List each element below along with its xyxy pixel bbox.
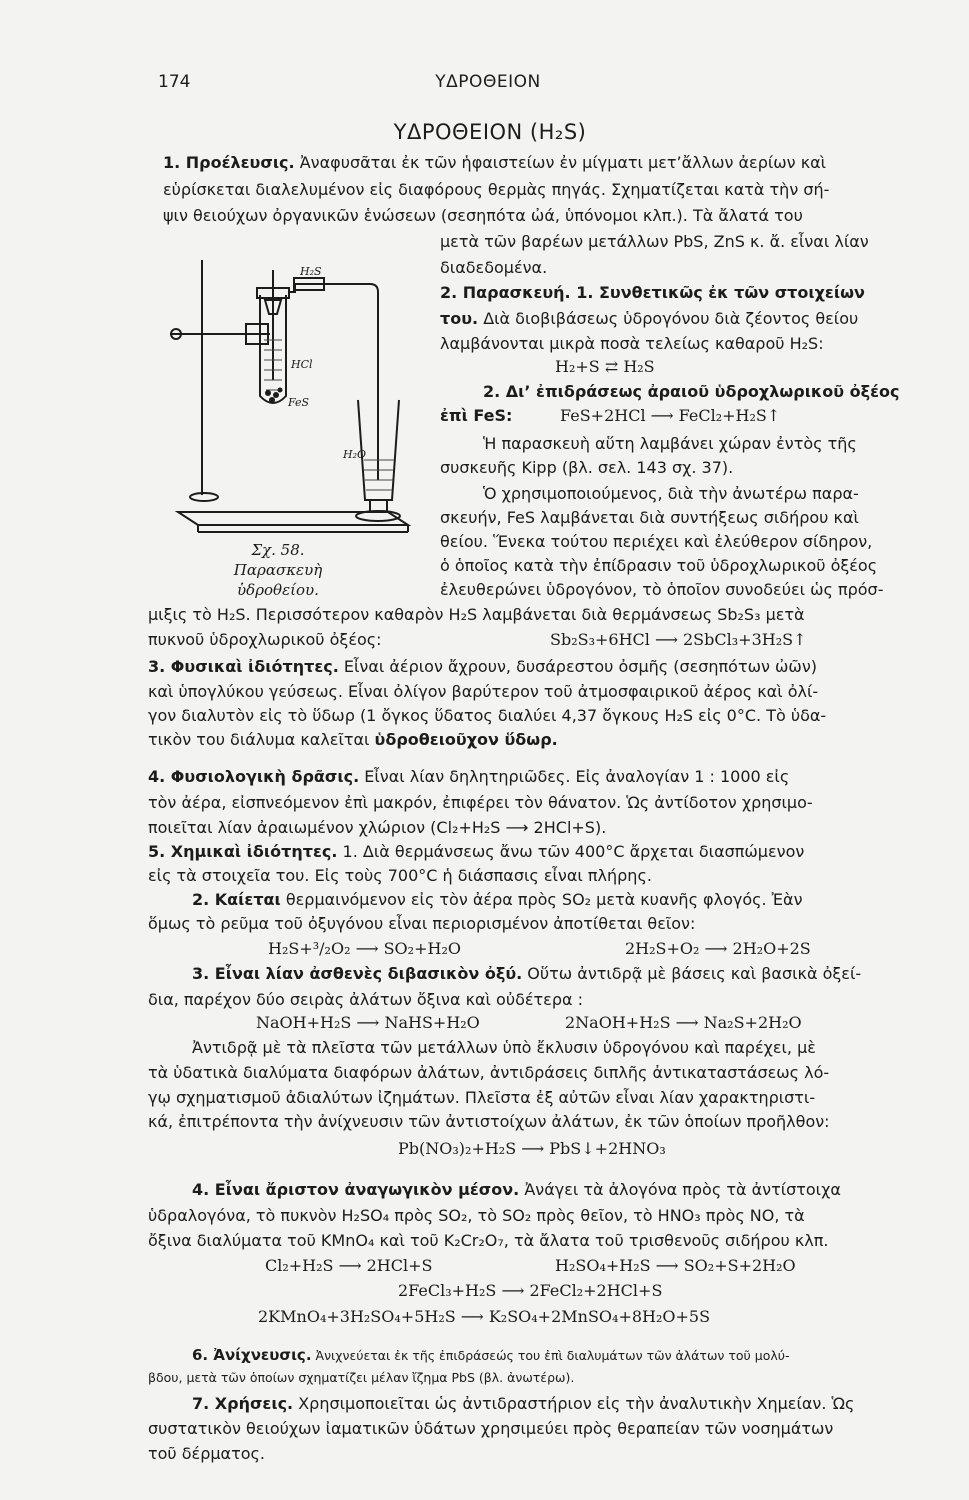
equation: 2FeCl₃+H₂S ⟶ 2FeCl₂+2HCl+S	[398, 1281, 663, 1300]
text-line: εὑρίσκεται διαλελυμένον εἰς διαφόρους θερμὰς πηγάς. Σχηματίζεται κατὰ τὴν σή-	[163, 180, 830, 199]
line-text: Εἶναι ἀέριον ἄχρουν, δυσάρεστου ὀσμῆς (σεσηπότων ὠῶν)	[343, 657, 817, 676]
text-line: ὁ ὁποῖος κατὰ τὴν ἐπίδρασιν τοῦ ὑδροχλωρικοῦ ὀξέος	[440, 556, 878, 575]
line-text: 1. Διὰ θερμάνσεως ἄνω τῶν 400°C ἄρχεται διασπώμενον	[342, 842, 805, 861]
equation: H₂+S ⇄ H₂S	[555, 357, 655, 376]
heading-fragment: 4. Εἶναι ἄριστον ἀναγωγικὸν μέσον.	[192, 1180, 520, 1199]
text-line: διαδεδομένα.	[440, 258, 548, 277]
line-text: Ἀνιχνεύεται ἐκ τῆς ἐπιδράσεώς του ἐπὶ διαλυμάτων τῶν ἀλάτων τοῦ μολύ-	[315, 1348, 790, 1363]
text-line: ποιεῖται λίαν ἀραιωμένον χλώριον (Cl₂+H₂S ⟶ 2HCl+S).	[148, 818, 607, 837]
text-line: τὸν ἀέρα, εἰσπνεόμενον ἐπὶ μακρόν, ἐπιφέρει τὸν θάνατον. Ὡς ἀντίδοτον χρησιμο-	[148, 793, 813, 812]
text-line	[192, 1180, 841, 1200]
text-line: ἐλευθερώνει ὑδρογόνον, τὸ ὁποῖον συνοδεύει ὡς πρόσ-	[440, 580, 884, 599]
label-hcl: HCl	[291, 358, 313, 371]
line-text: Διὰ διοβιβάσεως ὑδρογόνου διὰ ζέοντος θείου	[483, 309, 859, 328]
label-h2s: H₂S	[300, 265, 322, 278]
equation: 2NaOH+H₂S ⟶ Na₂S+2H₂O	[565, 1013, 802, 1032]
text-line: συσκευῆς Kipp (βλ. σελ. 143 σχ. 37).	[440, 458, 734, 477]
text-line: Ἀντιδρᾷ μὲ τὰ πλεῖστα τῶν μετάλλων ὑπὸ ἔκλυσιν ὑδρογόνου καὶ παρέχει, μὲ	[192, 1038, 816, 1057]
equation: 2KMnO₄+3H₂SO₄+5H₂S ⟶ K₂SO₄+2MnSO₄+8H₂O+5S	[258, 1307, 711, 1326]
figure-caption	[218, 540, 338, 600]
text-line: δια, παρέχον δύο σειρὰς ἀλάτων ὄξινα καὶ οὐδέτερα :	[148, 990, 583, 1009]
text-line	[163, 153, 826, 173]
section-heading: 2. Παρασκευή. 1. Συνθετικῶς ἐκ τῶν στοιχείων	[440, 283, 865, 302]
page-header	[158, 72, 818, 96]
text-line: πυκνοῦ ὑδροχλωρικοῦ ὀξέος:	[148, 630, 382, 649]
text-line	[192, 964, 861, 984]
line-text: Ἀναφυσᾶται ἐκ τῶν ἡφαιστείων ἐν μίγματι μετ’ἄλλων ἀερίων καὶ	[299, 153, 827, 172]
label-h2o: H₂O	[343, 448, 367, 461]
text-line: ὅμως τὸ ρεῦμα τοῦ ὀξυγόνου εἶναι περιορισμένον ἀποτίθεται θεῖον:	[148, 914, 696, 933]
text-line	[440, 406, 512, 426]
page-number: 174	[158, 72, 191, 92]
line-text: Ἀνάγει τὰ ἀλογόνα πρὸς τὰ ἀντίστοιχα	[524, 1180, 841, 1199]
caption-line: ὑδροθείου.	[237, 581, 319, 599]
heading-fragment: 3. Εἶναι λίαν ἀσθενὲς διβασικὸν ὀξύ.	[192, 964, 523, 983]
section-heading: 3. Φυσικαὶ ἰδιότητες.	[148, 657, 339, 676]
text-line: καὶ ὑπογλύκου γεύσεως. Εἶναι ὀλίγον βαρύτερον τοῦ ἀτμοσφαιρικοῦ ἀέρος καὶ ὀλί-	[148, 682, 819, 701]
section-title: ΥΔΡΟΘΕΙΟΝ (H₂S)	[393, 120, 587, 144]
text-line: τὰ ὑδατικὰ διαλύματα διαφόρων ἀλάτων, ἀντιδράσεις διπλῆς ἀντικαταστάσεως λό-	[148, 1063, 830, 1082]
section-heading: 2. Δι’ ἐπιδράσεως ἀραιοῦ ὑδροχλωρικοῦ ὀξέος	[483, 382, 900, 401]
line-text: Οὕτω ἀντιδρᾷ μὲ βάσεις καὶ βασικὰ ὀξεί-	[527, 964, 862, 983]
section-heading: 5. Χημικαὶ ἰδιότητες.	[148, 842, 338, 861]
text-line: ὄξινα διαλύματα τοῦ KMnO₄ καὶ τοῦ K₂Cr₂O₇, τὰ ἄλατα τοῦ τρισθενοῦς σιδήρου κλπ.	[148, 1231, 829, 1250]
text-line: κά, ἐπιτρέποντα τὴν ἀνίχνευσιν τῶν ἀντιστοίχων ἀλάτων, ἐκ τῶν ὁποίων προῆλθον:	[148, 1112, 830, 1131]
heading-fragment: 2. Καίεται	[192, 890, 281, 909]
line-text: θερμαινόμενον εἰς τὸν ἀέρα πρὸς SO₂ μετὰ κυανῆς φλογός. Ἐὰν	[285, 890, 803, 909]
text-line: εἰς τὰ στοιχεῖα του. Εἰς τοὺς 700°C ἡ διάσπασις εἶναι πλήρης.	[148, 866, 652, 885]
text-line: συστατικὸν θειούχων ἰαματικῶν ὑδάτων χρησιμεύει πρὸς θεραπείαν τῶν νοσημάτων	[148, 1419, 834, 1438]
text-line	[192, 890, 803, 910]
equation: Cl₂+H₂S ⟶ 2HCl+S	[265, 1256, 433, 1275]
equation: NaOH+H₂S ⟶ NaHS+H₂O	[256, 1013, 480, 1032]
apparatus-figure	[160, 250, 440, 590]
line-text: τικὸν του διάλυμα καλεῖται	[148, 730, 370, 749]
equation: H₂S+³/₂O₂ ⟶ SO₂+H₂O	[268, 939, 461, 958]
text-line: λαμβάνονται μικρὰ ποσὰ τελείως καθαροῦ H₂S:	[440, 334, 824, 353]
text-line: Ὁ χρησιμοποιούμενος, διὰ τὴν ἀνωτέρω παρα-	[483, 484, 859, 503]
table-base	[178, 512, 408, 525]
text-line: θείου. Ἕνεκα τούτου περιέχει καὶ ἐλεύθερον σίδηρον,	[440, 532, 873, 551]
line-text: Χρησιμοποιεῖται ὡς ἀντιδραστήριον εἰς τὴν ἀναλυτικὴν Χημείαν. Ὡς	[298, 1394, 855, 1413]
running-title: ΥΔΡΟΘΕΙΟΝ	[435, 72, 541, 92]
equation: FeS+2HCl ⟶ FeCl₂+H₂S↑	[560, 406, 781, 425]
text-line: μετὰ τῶν βαρέων μετάλλων PbS, ZnS κ. ἄ. εἶναι λίαν	[440, 232, 869, 251]
text-line	[148, 767, 789, 787]
equation: 2H₂S+O₂ ⟶ 2H₂O+2S	[625, 939, 811, 958]
section-heading: 7. Χρήσεις.	[192, 1394, 294, 1413]
label-fes: FeS	[288, 396, 310, 409]
text-line	[148, 657, 817, 677]
line-text: Εἶναι λίαν δηλητηριῶδες. Εἰς ἀναλογίαν 1 : 1000 εἰς	[364, 767, 790, 786]
equation: H₂SO₄+H₂S ⟶ SO₂+S+2H₂O	[555, 1256, 796, 1275]
text-line	[148, 730, 558, 750]
text-line: ὑδραλογόνα, τὸ πυκνὸν H₂SO₄ πρὸς SO₂, τὸ SO₂ πρὸς θεῖον, τὸ HNO₃ πρὸς NO, τὰ	[148, 1206, 805, 1225]
text-line: μιξις τὸ H₂S. Περισσότερον καθαρὸν H₂S λαμβάνεται διὰ θερμάνσεως Sb₂S₃ μετὰ	[148, 605, 805, 624]
term-bold: ὑδροθειοῦχον ὕδωρ.	[374, 730, 558, 749]
text-line: σκευήν, FeS λαμβάνεται διὰ συντήξεως σιδήρου καὶ	[440, 508, 859, 527]
text-line	[148, 842, 804, 862]
caption-line: Σχ. 58. Παρασκευὴ	[233, 541, 323, 579]
text-line	[192, 1345, 790, 1366]
kipp-apparatus-drawing	[160, 250, 440, 590]
stand-base	[190, 493, 218, 501]
section-heading: 6. Ἀνίχνευσις.	[192, 1346, 312, 1364]
equation: Pb(NO₃)₂+H₂S ⟶ PbS↓+2HNO₃	[398, 1139, 666, 1158]
text-line: βδου, μετὰ τῶν ὁποίων σχηματίζει μέλαν ἴζημα PbS (βλ. ἀνωτέρω).	[148, 1370, 575, 1385]
equation: Sb₂S₃+6HCl ⟶ 2SbCl₃+3H₂S↑	[550, 630, 807, 649]
text-line	[440, 309, 858, 329]
heading-fragment: ἐπὶ FeS:	[440, 406, 513, 425]
text-line	[192, 1394, 854, 1414]
text-line: Ἡ παρασκευὴ αὕτη λαμβάνει χώραν ἐντὸς τῆς	[483, 434, 857, 453]
section-heading: 4. Φυσιολογικὴ δρᾶσις.	[148, 767, 360, 786]
text-line: τοῦ δέρματος.	[148, 1444, 265, 1463]
heading-fragment: του.	[440, 309, 479, 328]
section-heading: 1. Προέλευσις.	[163, 153, 295, 172]
text-line: γον διαλυτὸν εἰς τὸ ὕδωρ (1 ὄγκος ὕδατος διαλύει 4,37 ὄγκους H₂S εἰς 0°C. Τὸ ὑδα-	[148, 706, 827, 725]
text-line: ψιν θειούχων ὀργανικῶν ἑνώσεων (σεσηπότα ὠά, ὑπόνομοι κλπ.). Τὰ ἄλατά του	[163, 206, 803, 225]
text-line: γῳ σχηματισμοῦ ἀδιαλύτων ἰζημάτων. Πλεῖστα ἐξ αὐτῶν εἶναι λίαν χαρακτηριστι-	[148, 1088, 816, 1107]
